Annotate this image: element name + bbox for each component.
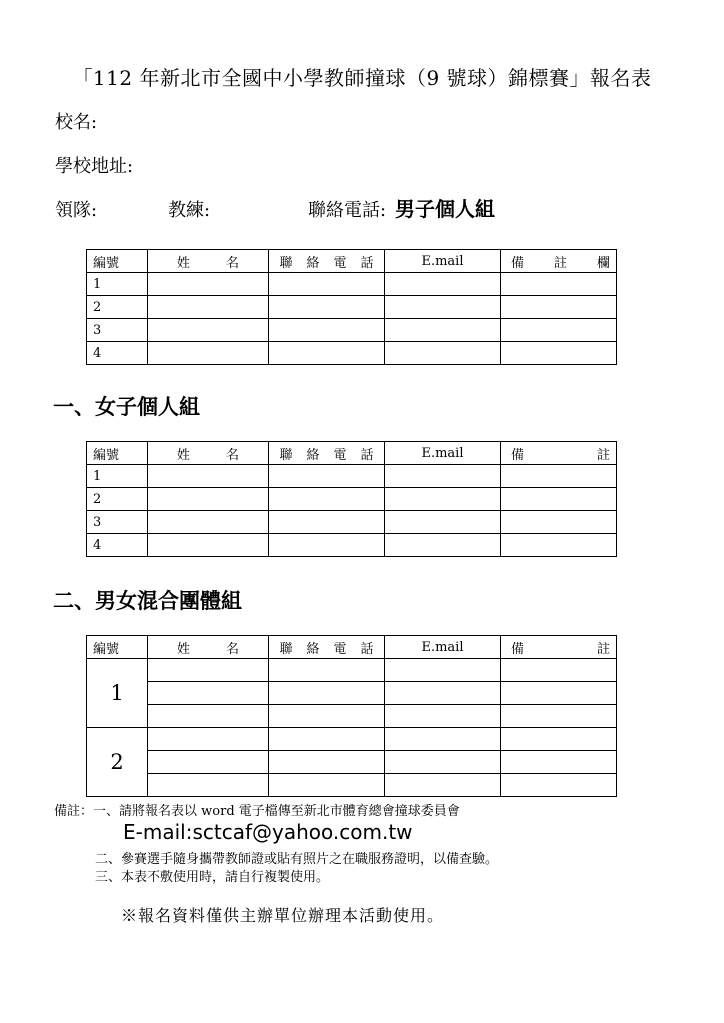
notes-line-1 [54, 800, 460, 819]
email-cell[interactable] [385, 511, 501, 534]
email-cell[interactable] [385, 465, 501, 488]
phone-cell[interactable] [269, 488, 385, 511]
notes-item-3: 三、本表不敷使用時，請自行複製使用。 [95, 870, 330, 885]
notes-item-1: 一、請將報名表以 word 電子檔傳至新北市體育總會撞球委員會 [93, 804, 460, 819]
name-cell[interactable] [148, 342, 269, 365]
header-phone: 聯 絡 電 話 [269, 636, 385, 659]
header-number: 編號 [87, 636, 148, 659]
header-name: 姓 名 [148, 250, 269, 273]
row-number: 3 [87, 319, 148, 342]
table-header-row [87, 442, 617, 465]
remarks-cell[interactable] [501, 751, 617, 774]
male-individual-table [86, 249, 617, 365]
name-cell[interactable] [148, 273, 269, 296]
table-row [87, 728, 617, 751]
form-title: 「112 年新北市全國中小學教師撞球（9 號球）錦標賽」報名表 [72, 66, 652, 90]
header-name: 姓 名 [148, 636, 269, 659]
remarks-cell[interactable] [501, 705, 617, 728]
email-cell[interactable] [385, 705, 501, 728]
email-cell[interactable] [385, 534, 501, 557]
row-number: 1 [87, 465, 148, 488]
table-row [87, 705, 617, 728]
table-header-row [87, 636, 617, 659]
email-cell[interactable] [385, 774, 501, 797]
header-email: E.mail [385, 250, 501, 273]
table-row [87, 774, 617, 797]
phone-cell[interactable] [269, 511, 385, 534]
table-row [87, 342, 617, 365]
header-remarks: 備 註 [501, 636, 617, 659]
name-cell[interactable] [148, 534, 269, 557]
remarks-cell[interactable] [501, 534, 617, 557]
table-row [87, 659, 617, 682]
remarks-cell[interactable] [501, 728, 617, 751]
phone-cell[interactable] [269, 705, 385, 728]
remarks-cell[interactable] [501, 659, 617, 682]
phone-cell[interactable] [269, 728, 385, 751]
row-number: 4 [87, 342, 148, 365]
email-cell[interactable] [385, 751, 501, 774]
name-cell[interactable] [148, 751, 269, 774]
name-cell[interactable] [148, 296, 269, 319]
table-row [87, 488, 617, 511]
name-cell[interactable] [148, 659, 269, 682]
contact-phone-label: 聯絡電話: [308, 200, 387, 221]
remarks-cell[interactable] [501, 465, 617, 488]
email-cell[interactable] [385, 273, 501, 296]
remarks-cell[interactable] [501, 774, 617, 797]
school-name-label: 校名: [55, 112, 98, 133]
row-number: 3 [87, 511, 148, 534]
row-number: 2 [87, 296, 148, 319]
header-email: E.mail [385, 442, 501, 465]
table-row [87, 534, 617, 557]
phone-cell[interactable] [269, 319, 385, 342]
phone-cell[interactable] [269, 751, 385, 774]
team-leader-label: 領隊: [55, 200, 98, 221]
name-cell[interactable] [148, 511, 269, 534]
header-remarks: 備 註 [501, 442, 617, 465]
name-cell[interactable] [148, 682, 269, 705]
notes-item-2: 二、參賽選手隨身攜帶教師證或貼有照片之在職服務證明，以備查驗。 [95, 852, 499, 867]
phone-cell[interactable] [269, 273, 385, 296]
header-number: 編號 [87, 250, 148, 273]
header-name: 姓 名 [148, 442, 269, 465]
table-row [87, 751, 617, 774]
phone-cell[interactable] [269, 465, 385, 488]
header-phone: 聯 絡 電 話 [269, 250, 385, 273]
phone-cell[interactable] [269, 342, 385, 365]
name-cell[interactable] [148, 705, 269, 728]
table-row [87, 465, 617, 488]
row-number: 1 [87, 273, 148, 296]
header-remarks-column: 備 註 欄 [501, 250, 617, 273]
phone-cell[interactable] [269, 682, 385, 705]
table-row [87, 296, 617, 319]
phone-cell[interactable] [269, 659, 385, 682]
name-cell[interactable] [148, 774, 269, 797]
email-cell[interactable] [385, 319, 501, 342]
table-row [87, 319, 617, 342]
privacy-footer: ※報名資料僅供主辦單位辦理本活動使用。 [121, 906, 445, 925]
email-cell[interactable] [385, 728, 501, 751]
coach-label: 教練: [168, 200, 211, 221]
contact-email: E-mail:sctcaf@yahoo.com.tw [123, 820, 413, 844]
email-cell[interactable] [385, 682, 501, 705]
remarks-cell[interactable] [501, 319, 617, 342]
remarks-cell[interactable] [501, 488, 617, 511]
mixed-team-heading: 二、男女混合團體組 [53, 588, 242, 613]
remarks-cell[interactable] [501, 273, 617, 296]
table-row [87, 511, 617, 534]
name-cell[interactable] [148, 488, 269, 511]
phone-cell[interactable] [269, 296, 385, 319]
header-number: 編號 [87, 442, 148, 465]
email-cell[interactable] [385, 488, 501, 511]
mixed-team-table [86, 635, 617, 797]
team-number: 2 [87, 728, 148, 797]
notes-label: 備註： [54, 804, 94, 819]
row-number: 2 [87, 488, 148, 511]
email-cell[interactable] [385, 296, 501, 319]
table-header-row [87, 250, 617, 273]
team-number: 1 [87, 659, 148, 728]
header-email: E.mail [385, 636, 501, 659]
school-address-label: 學校地址: [55, 156, 134, 177]
phone-cell[interactable] [269, 534, 385, 557]
remarks-cell[interactable] [501, 296, 617, 319]
email-cell[interactable] [385, 342, 501, 365]
header-phone: 聯 絡 電 話 [269, 442, 385, 465]
male-individual-heading: 男子個人組 [395, 197, 495, 221]
row-number: 4 [87, 534, 148, 557]
female-individual-table [86, 441, 617, 557]
email-cell[interactable] [385, 659, 501, 682]
table-row [87, 682, 617, 705]
remarks-cell[interactable] [501, 511, 617, 534]
name-cell[interactable] [148, 465, 269, 488]
table-row [87, 273, 617, 296]
remarks-cell[interactable] [501, 682, 617, 705]
name-cell[interactable] [148, 319, 269, 342]
female-individual-heading: 一、女子個人組 [53, 394, 200, 419]
name-cell[interactable] [148, 728, 269, 751]
remarks-cell[interactable] [501, 342, 617, 365]
phone-cell[interactable] [269, 774, 385, 797]
